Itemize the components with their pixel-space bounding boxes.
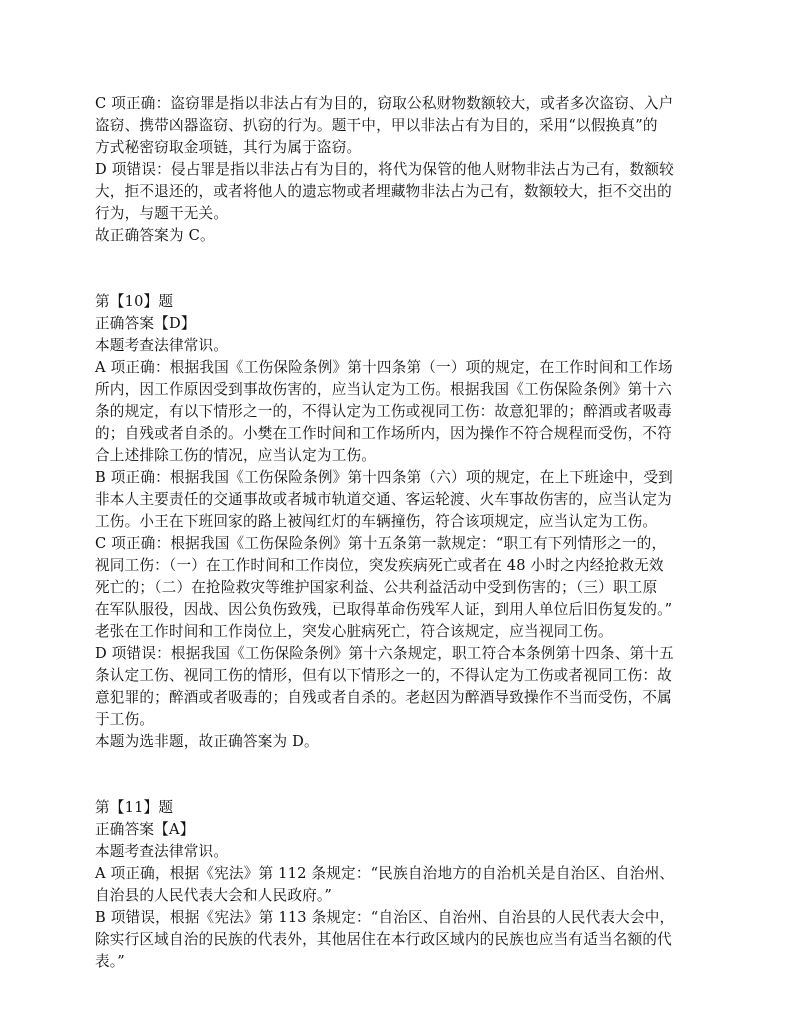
q11-option-b	[95, 907, 710, 973]
q10-block	[95, 291, 710, 753]
text-line: 条认定工伤、视同工伤的情形，但有以下情形之一的，不得认定为工伤或者视同工伤：故	[95, 667, 672, 684]
q11-option-a	[95, 863, 710, 907]
section-gap	[95, 247, 710, 291]
q10-option-d	[95, 643, 710, 731]
q10-option-a	[95, 357, 710, 467]
correct-answer: 正确答案【A】	[95, 821, 195, 838]
question-title: 第【10】题	[95, 293, 174, 310]
q10-option-b	[95, 467, 710, 533]
section-gap	[95, 753, 710, 797]
q10-conclusion: 本题为选非题，故正确答案为 D。	[95, 733, 319, 750]
question-title: 第【11】题	[95, 799, 174, 816]
text-line: 方式秘密窃取金项链，其行为属于盗窃。	[95, 139, 362, 156]
q9-option-d	[95, 159, 710, 225]
text-line: A 项正确：根据我国《工伤保险条例》第十四条第（一）项的规定，在工作时间和工作场	[95, 359, 673, 376]
text-line: 工伤。小王在下班回家的路上被闯红灯的车辆撞伤，符合该项规定，应当认定为工伤。	[95, 513, 658, 530]
text-line: C 项正确：盗窃罪是指以非法占有为目的，窃取公私财物数额较大，或者多次盗窃、入户	[95, 95, 674, 112]
text-line: C 项正确：根据我国《工伤保险条例》第十五条第一款规定：“职工有下列情形之一的，	[95, 535, 667, 552]
text-line: 行为，与题干无关。	[95, 205, 229, 222]
text-line: 的；自残或者自杀的。小樊在工作时间和工作场所内，因为操作不符合规程而受伤，不符	[95, 425, 672, 442]
text-line: 表。”	[95, 953, 125, 970]
text-line: 条的规定，有以下情形之一的，不得认定为工伤或视同工伤：故意犯罪的；醉酒或者吸毒	[95, 403, 672, 420]
text-line: 在军队服役，因战、因公负伤致残，已取得革命伤残军人证，到用人单位后旧伤复发的。”	[95, 601, 673, 618]
text-line: 自治县的人民代表大会和人民政府。”	[95, 887, 333, 904]
correct-answer: 正确答案【D】	[95, 315, 196, 332]
question-topic: 本题考查法律常识。	[95, 843, 229, 860]
text-line: A 项正确，根据《宪法》第 112 条规定：“民族自治地方的自治机关是自治区、自治州、	[95, 865, 675, 882]
text-line: 老张在工作时间和工作岗位上，突发心脏病死亡，符合该规定，应当视同工伤。	[95, 623, 613, 640]
text-line: 视同工伤：（一）在工作时间和工作岗位，突发疾病死亡或者在 48 小时之内经抢救无效	[95, 557, 664, 574]
q9-option-c	[95, 93, 710, 159]
text-line: B 项错误，根据《宪法》第 113 条规定：“自治区、自治州、自治县的人民代表大会中，	[95, 909, 675, 926]
q9-conclusion: 故正确答案为 C。	[95, 227, 215, 244]
text-line: 大，拒不退还的，或者将他人的遗忘物或者埋藏物非法占为己有，数额较大，拒不交出的	[95, 183, 672, 200]
text-line: 意犯罪的；醉酒或者吸毒的；自残或者自杀的。老赵因为醉酒导致操作不当而受伤，不属	[95, 689, 672, 706]
document-page	[95, 93, 710, 973]
text-line: 合上述排除工伤的情况，应当认定为工伤。	[95, 447, 377, 464]
q10-option-c	[95, 533, 710, 643]
question-topic: 本题考查法律常识。	[95, 337, 229, 354]
text-line: 于工伤。	[95, 711, 155, 728]
text-line: 除实行区域自治的民族的代表外，其他居住在本行政区域内的民族也应当有适当名额的代	[95, 931, 672, 948]
text-line: 非本人主要责任的交通事故或者城市轨道交通、客运轮渡、火车事故伤害的，应当认定为	[95, 491, 672, 508]
text-line: 死亡的；（二）在抢险救灾等维护国家利益、公共利益活动中受到伤害的；（三）职工原	[95, 579, 658, 596]
text-line: 所内，因工作原因受到事故伤害的，应当认定为工伤。根据我国《工伤保险条例》第十六	[95, 381, 672, 398]
text-line: D 项错误：根据我国《工伤保险条例》第十六条规定，职工符合本条例第十四条、第十五	[95, 645, 674, 662]
text-line: D 项错误：侵占罪是指以非法占有为目的，将代为保管的他人财物非法占为己有，数额较	[95, 161, 674, 178]
text-line: 盗窃、携带凶器盗窃、扒窃的行为。题干中，甲以非法占有为目的，采用“以假换真”的	[95, 117, 658, 134]
text-line: B 项正确：根据我国《工伤保险条例》第十四条第（六）项的规定，在上下班途中，受到	[95, 469, 673, 486]
q11-block	[95, 797, 710, 973]
